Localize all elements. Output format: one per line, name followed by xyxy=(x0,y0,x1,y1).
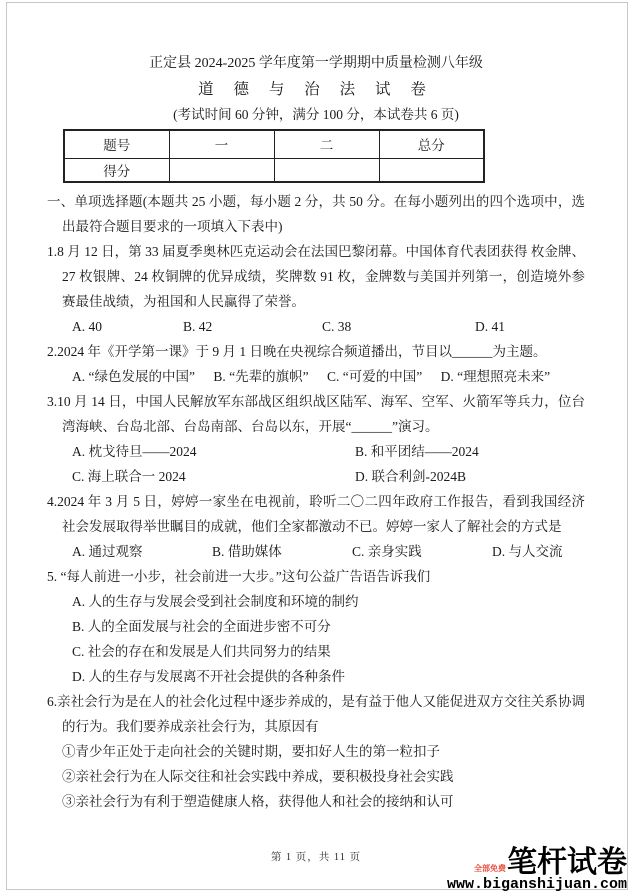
option-c: C. 亲身实践 xyxy=(352,544,422,559)
option-d: D. “理想照亮未来” xyxy=(440,369,551,384)
question-stem: 4.2024 年 3 月 5 日，婷婷一家坐在电视前，聆听二〇二四年政府工作报告，看到我国经济社会发展取得举世瞩目的成就，他们全家都激动不已。婷婷一家人了解社会的方式是 xyxy=(47,494,585,534)
watermark-top-row xyxy=(474,848,627,878)
exam-title: 正定县 2024-2025 学年度第一学期期中质量检测八年级 xyxy=(149,56,483,71)
watermark xyxy=(447,848,627,892)
option-c: C. “可爱的中国” xyxy=(326,369,423,384)
option-b: B. “先辈的旗帜” xyxy=(213,369,309,384)
option-a: A. 40 xyxy=(72,319,102,334)
question-1 xyxy=(47,239,585,339)
score-cell-empty xyxy=(379,158,484,182)
watermark-tagline: 全部免费 xyxy=(474,864,506,873)
option-c: C. 社会的存在和发展是人们共同努力的结果 xyxy=(72,644,331,659)
option-c: C. 38 xyxy=(322,319,352,334)
question-stem: 5. “每人前进一小步，社会前进一大步。”这句公益广告语告诉我们 xyxy=(47,569,431,584)
question-6 xyxy=(47,689,585,814)
question-options xyxy=(47,364,585,389)
option-a: A. “绿色发展的中国” xyxy=(72,369,195,384)
sub-item-2: ②亲社会行为在人际交往和社会实践中养成，要积极投身社会实践 xyxy=(62,769,454,784)
question-stem: 3.10 月 14 日，中国人民解放军东部战区组织战区陆军、海军、空军、火箭军等兵力，位台湾海峡、台岛北部、台岛南部、台岛以东，开展“______”演习。 xyxy=(47,394,585,434)
sub-item-1: ①青少年正处于走向社会的关键时期，要扣好人生的第一粒扣子 xyxy=(62,744,440,759)
question-2 xyxy=(47,339,585,389)
exam-info-line: (考试时间 60 分钟，满分 100 分，本试卷共 6 页) xyxy=(173,107,459,122)
question-options xyxy=(72,439,585,489)
question-stem: 2.2024 年《开学第一课》于 9 月 1 日晚在央视综合频道播出，节目以______为主题。 xyxy=(47,344,547,359)
option-b: B. 借助媒体 xyxy=(212,544,282,559)
option-b: B. 人的全面发展与社会的全面进步密不可分 xyxy=(72,619,331,634)
option-a: A. 通过观察 xyxy=(72,544,143,559)
option-d: D. 人的生存与发展离不开社会提供的各种条件 xyxy=(72,669,345,684)
option-a: A. 人的生存与发展会受到社会制度和环境的制约 xyxy=(72,594,359,609)
option-b: B. 和平团结——2024 xyxy=(355,444,479,459)
score-table-score-row xyxy=(64,158,484,182)
watermark-url: www.biganshijuan.com xyxy=(446,876,627,893)
question-sub-items xyxy=(62,739,585,814)
option-a: A. 枕戈待旦——2024 xyxy=(72,444,197,459)
question-options xyxy=(72,314,585,339)
question-3 xyxy=(47,389,585,489)
question-stem: 1.8 月 12 日，第 33 届夏季奥林匹克运动会在法国巴黎闭幕。中国体育代表团获得 枚金牌、27 枚银牌、24 枚铜牌的优异成绩，奖牌数 91 枚，金牌数与美国并列第一，创造境外参赛最佳战绩，为祖国和人民赢得了荣誉。 xyxy=(47,244,585,309)
question-4 xyxy=(47,489,585,564)
score-row-label: 得分 xyxy=(64,158,169,182)
option-d: D. 与人交流 xyxy=(492,544,563,559)
question-5 xyxy=(47,564,585,689)
question-stem: 6.亲社会行为是在人的社会化过程中逐步养成的，是有益于他人又能促进双方交往关系协调的行为。我们要养成亲社会行为，其原因有 xyxy=(47,694,585,734)
paper-subject-title: 道 德 与 治 法 试 卷 xyxy=(198,81,434,98)
option-c: C. 海上联合一 2024 xyxy=(72,469,186,484)
sub-item-3: ③亲社会行为有利于塑造健康人格，获得他人和社会的接纳和认可 xyxy=(62,794,454,809)
score-table-header-cell: 题号 xyxy=(64,130,169,158)
section-heading: 一、单项选择题(本题共 25 小题，每小题 2 分，共 50 分。在每小题列出的四个选项中，选出最符合题目要求的一项填入下表中) xyxy=(47,194,585,234)
page-number-footer: 第 1 页，共 11 页 xyxy=(270,852,362,863)
score-table-header-cell: 总分 xyxy=(379,130,484,158)
score-table-header-cell: 二 xyxy=(274,130,379,158)
score-table-header-row xyxy=(64,130,484,158)
question-options xyxy=(72,589,585,689)
score-table-header-cell: 一 xyxy=(169,130,274,158)
watermark-brand: 笔杆试卷 xyxy=(507,846,627,879)
option-b: B. 42 xyxy=(183,319,213,334)
question-options xyxy=(72,539,585,564)
option-d: D. 联合利剑-2024B xyxy=(355,469,466,484)
option-d: D. 41 xyxy=(475,319,505,334)
score-cell-empty xyxy=(274,158,379,182)
score-table xyxy=(63,129,485,183)
score-cell-empty xyxy=(169,158,274,182)
